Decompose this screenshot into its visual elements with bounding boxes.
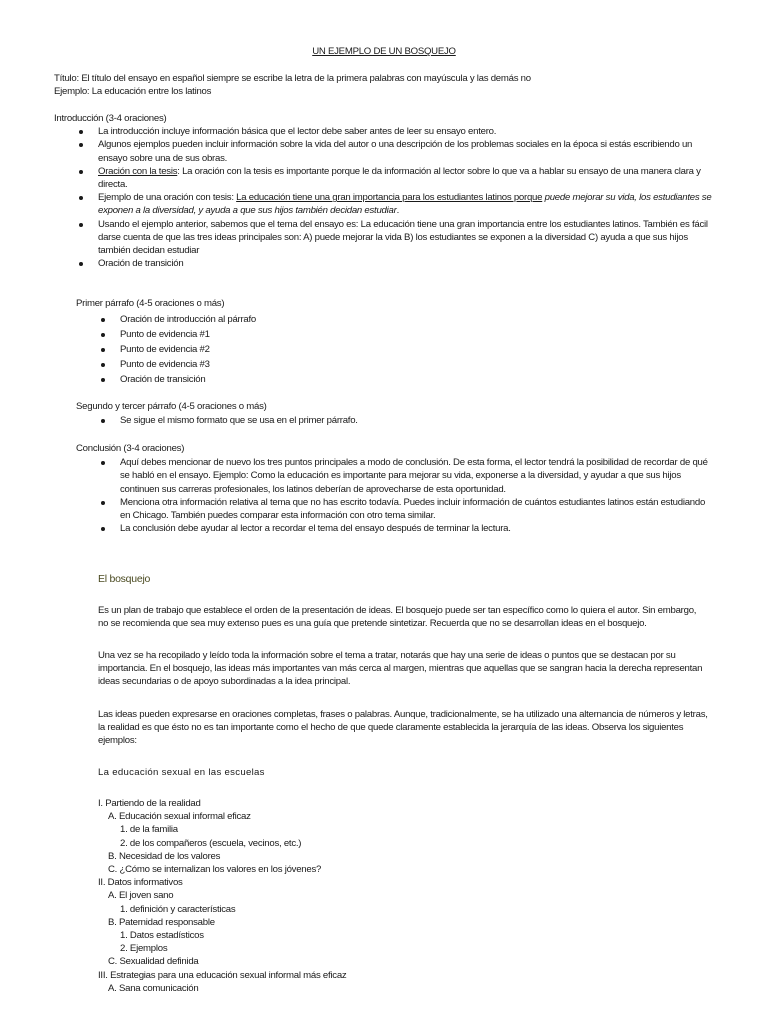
- outline-item: A. El joven sano: [108, 890, 174, 902]
- primer-parrafo-section: [76, 297, 736, 387]
- bullet-icon: [101, 501, 105, 505]
- outline-item: B. Necesidad de los valores: [108, 850, 221, 862]
- list-item: La conclusión debe ayudar al lector a recordar el tema del ensayo después de terminar la lectura.: [76, 522, 710, 535]
- bosquejo-paragraph-1: Es un plan de trabajo que establece el orden de la presentación de ideas. El bosquejo puede ser tan específico como lo quiera el autor. Sin embargo, no se recomienda que sea muy extenso pues es una guía que pretende sintetizar. Recuerda que no se desarrollan ideas en el bosquejo.: [98, 605, 697, 630]
- bullet-icon: [79, 196, 83, 200]
- title-rule-line: Título: El título del ensayo en español siempre se escribe la letra de la primera palabras con mayúscula y las demás no: [54, 73, 531, 84]
- list-item: La introducción incluye información básica que el lector debe saber antes de leer su ensayo entero.: [54, 125, 714, 138]
- list-item: Oración con la tesis: La oración con la tesis es importante porque le da información al lector sobre lo que va a hablar su ensayo de una manera clara y directa.: [54, 165, 714, 191]
- intro-lines: [54, 72, 714, 98]
- list-item: Usando el ejemplo anterior, sabemos que el tema del ensayo es: La educación tiene una gran importancia entre los estudiantes latinos. También es fácil darse cuenta de que las tres ideas principales son: A) puede mejorar la vida B) los estudiantes se exponen a la diversidad C) ayuda a que sus hijos también decidan estudiar: [54, 218, 714, 258]
- outline-item: 1. de la familia: [120, 824, 178, 836]
- list-item: Oración de transición: [76, 372, 736, 387]
- list-item: Menciona otra información relativa al tema que no has escrito todavía. Puedes incluir información de cuántos estudiantes latinos están estudiando en Chicago. También puedes comparar esta información con otro tema similar.: [76, 496, 710, 522]
- bosquejo-heading: El bosquejo: [98, 573, 151, 585]
- bullet-icon: [101, 318, 105, 322]
- bullet-icon: [101, 363, 105, 367]
- conclusion-section: [76, 442, 710, 535]
- outline-list: [98, 797, 698, 995]
- segundo-parrafo-list: [76, 414, 736, 427]
- outline-item: C. ¿Cómo se internalizan los valores en los jóvenes?: [108, 864, 322, 876]
- document-title: UN EJEMPLO DE UN BOSQUEJO: [312, 46, 456, 57]
- bullet-icon: [101, 527, 105, 531]
- list-item: Punto de evidencia #1: [76, 327, 736, 342]
- conclusion-heading: Conclusión (3-4 oraciones): [76, 443, 185, 454]
- primer-parrafo-heading: Primer párrafo (4-5 oraciones o más): [76, 298, 225, 309]
- list-item: Se sigue el mismo formato que se usa en el primer párrafo.: [76, 414, 736, 427]
- outline-item: A. Sana comunicación: [108, 982, 199, 994]
- outline-item: I. Partiendo de la realidad: [98, 798, 201, 809]
- list-item: Punto de evidencia #2: [76, 342, 736, 357]
- bullet-icon: [79, 170, 83, 174]
- title-example-line: Ejemplo: La educación entre los latinos: [54, 86, 212, 98]
- example-title: La educación sexual en las escuelas: [98, 767, 265, 778]
- bullet-icon: [79, 223, 83, 227]
- outline-item: 1. Datos estadísticos: [120, 930, 204, 942]
- outline-item: III. Estrategias para una educación sexual informal más eficaz: [98, 969, 347, 981]
- bosquejo-paragraph-2: Una vez se ha recopilado y leído toda la información sobre el tema a tratar, notarás que hay una serie de ideas o puntos que se destacan por su importancia. En el bosquejo, las ideas más importantes van más cerca al margen, mientras que aquellas que se sangran hacia la derecha representan ideas secundarias o de apoyo subordinadas a la idea principal.: [98, 650, 703, 688]
- outline-item: A. Educación sexual informal eficaz: [108, 811, 251, 823]
- outline-item: C. Sexualidad definida: [108, 956, 199, 968]
- list-item: Oración de transición: [54, 257, 714, 270]
- list-item: Punto de evidencia #3: [76, 357, 736, 372]
- list-item: Aquí debes mencionar de nuevo los tres puntos principales a modo de conclusión. De esta forma, el lector tendrá la posibilidad de recordar de qué se habló en el ensayo. Ejemplo: Como la educación es importante para mejorar su vida, exponerse a la diversidad, y ayudar a que sus hijos continuen sus carreras profesionales, los latinos deberían de aprovecharse de esta oportunidad.: [76, 456, 710, 496]
- segundo-parrafo-section: [76, 400, 736, 427]
- bullet-icon: [101, 461, 105, 465]
- bullet-icon: [101, 348, 105, 352]
- bullet-icon: [79, 143, 83, 147]
- outline-item: 2. Ejemplos: [120, 943, 168, 955]
- list-item: Algunos ejemplos pueden incluir información sobre la vida del autor o una descripción de los problemas sociales en la época si estás escribiendo un ensayo sobre una de sus obras.: [54, 138, 714, 164]
- bullet-icon: [79, 262, 83, 266]
- outline-item: 1. definición y características: [120, 903, 236, 915]
- bullet-icon: [79, 130, 83, 134]
- primer-parrafo-list: [76, 312, 736, 387]
- bullet-icon: [101, 333, 105, 337]
- list-item: Oración de introducción al párrafo: [76, 312, 736, 327]
- bullet-icon: [101, 419, 105, 423]
- thesis-label: Oración con la tesis: [98, 165, 178, 177]
- segundo-parrafo-heading: Segundo y tercer párrafo (4-5 oraciones o más): [76, 401, 267, 412]
- introduccion-section: [54, 112, 714, 270]
- outline-item: II. Datos informativos: [98, 877, 183, 889]
- list-item: Ejemplo de una oración con tesis: La educación tiene una gran importancia para los estudiantes latinos porque puede mejorar su vida, los estudiantes se exponen a la diversidad, y ayuda a que sus hijos también decidan estudiar.: [54, 191, 714, 217]
- outline-item: B. Paternidad responsable: [108, 916, 215, 928]
- introduccion-list: [54, 125, 714, 270]
- bosquejo-paragraph-3: Las ideas pueden expresarse en oraciones completas, frases o palabras. Aunque, tradicionalmente, se ha utilizado una alternancia de números y letras, la realidad es que ésto no es tan importante como el hecho de que quede claramente establecida la jerarquía de las ideas. Observa los siguientes ejemplos:: [98, 709, 708, 747]
- introduccion-heading: Introducción (3-4 oraciones): [54, 113, 167, 124]
- outline-item: 2. de los compañeros (escuela, vecinos, etc.): [120, 837, 302, 849]
- bullet-icon: [101, 378, 105, 382]
- conclusion-list: [76, 456, 710, 535]
